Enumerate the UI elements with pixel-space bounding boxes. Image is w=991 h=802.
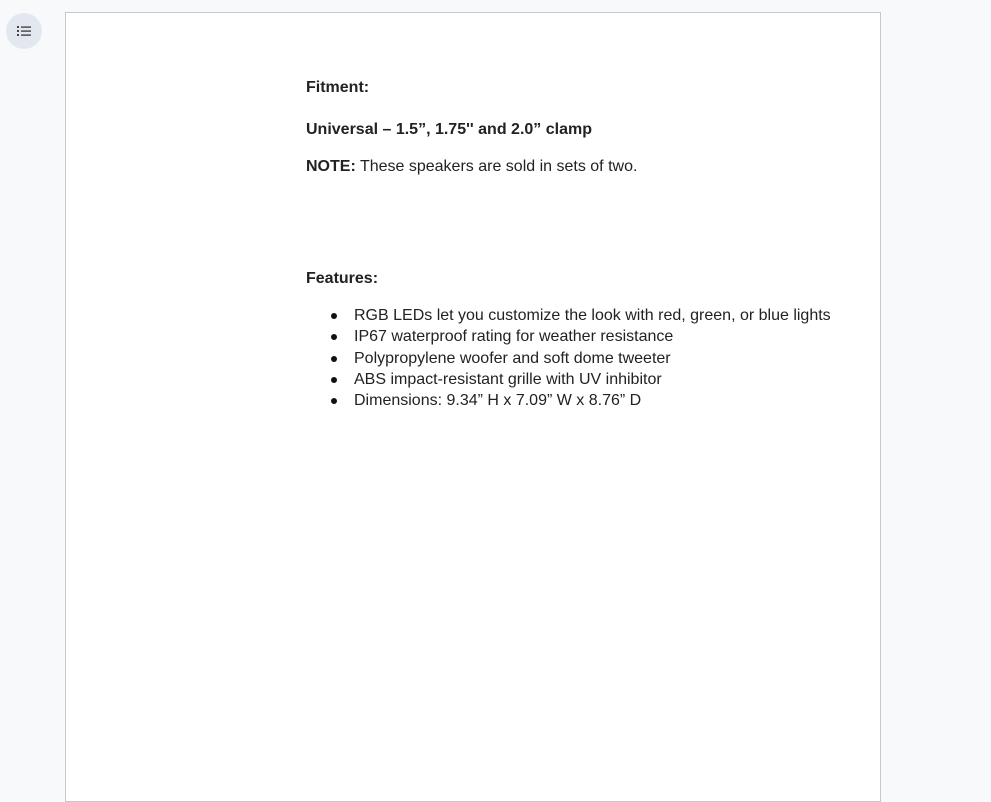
- features-heading: Features:: [306, 270, 379, 287]
- note-label: NOTE:: [306, 158, 356, 175]
- list-icon: [16, 23, 32, 39]
- fitment-value: Universal – 1.5”, 1.75'' and 2.0” clamp: [306, 121, 592, 138]
- list-item: Polypropylene woofer and soft dome tweeter: [354, 348, 831, 369]
- document-page[interactable]: [65, 12, 881, 802]
- features-list: [306, 305, 831, 411]
- note-text: These speakers are sold in sets of two.: [355, 158, 638, 175]
- list-item: RGB LEDs let you customize the look with red, green, or blue lights: [354, 305, 831, 326]
- document-outline-button[interactable]: [6, 13, 42, 49]
- list-item: Dimensions: 9.34” H x 7.09” W x 8.76” D: [354, 390, 831, 411]
- note-paragraph: [306, 156, 637, 177]
- fitment-heading: Fitment:: [306, 79, 370, 96]
- list-item: IP67 waterproof rating for weather resistance: [354, 326, 831, 347]
- list-item: ABS impact-resistant grille with UV inhibitor: [354, 369, 831, 390]
